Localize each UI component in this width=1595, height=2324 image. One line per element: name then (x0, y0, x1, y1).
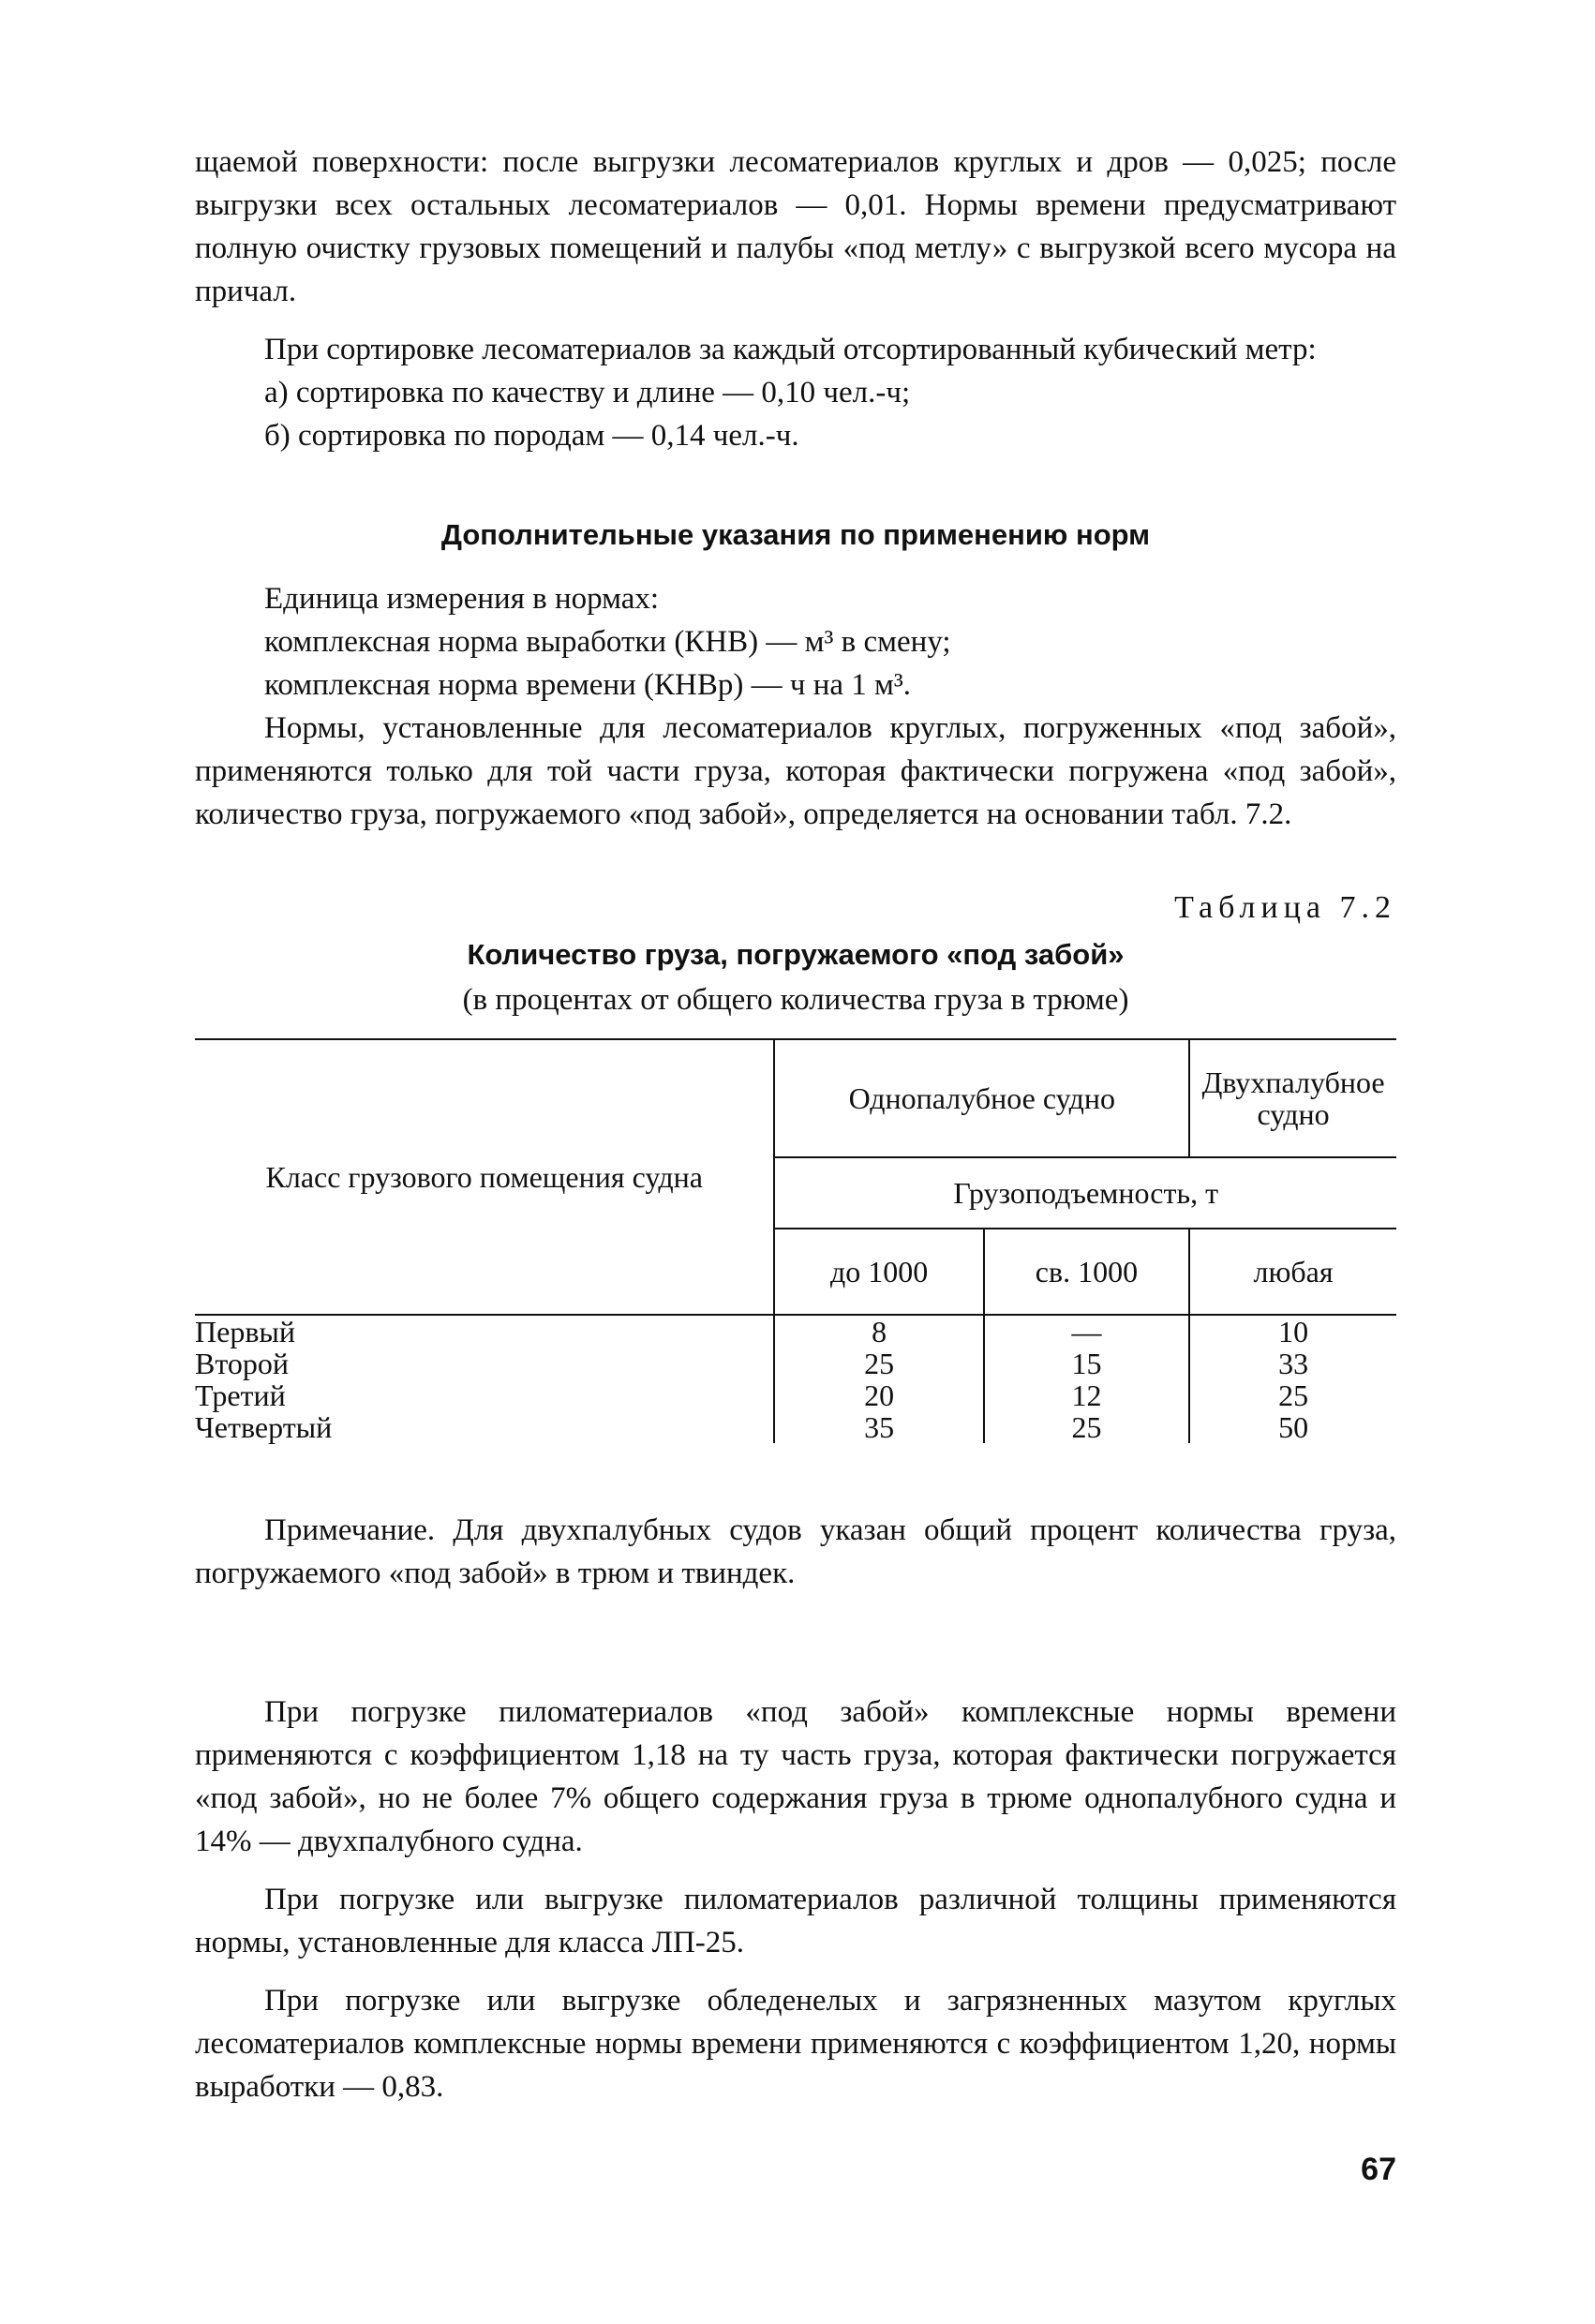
row-over-1000: 12 (984, 1379, 1189, 1411)
outro-paragraph-2: При погрузке или выгрузке пиломатериалов различной толщины применяются нормы, установленные для класса ЛП-25. (195, 1883, 1396, 1959)
section-heading: Дополнительные указания по применению норм (440, 518, 1151, 551)
header-class: Класс грузового помещения судна (265, 1160, 703, 1194)
outro-paragraph-1: При погрузке пиломатериалов «под забой» комплексные нормы времени применяются с коэффициентом 1,18 на ту часть груза, которая фактически погружается «под забой», но не более 7% общего содержания груза в трюме однопалубного судна и 14% — двухпалубного судна. (195, 1695, 1396, 1858)
sort-item-b: б) сортировка по породам — 0,14 чел.-ч. (264, 419, 799, 453)
table-title: Количество груза, погружаемого «под забой» (467, 938, 1125, 971)
outro-paragraph-3: При погрузке или выгрузке обледенелых и загрязненных мазутом круглых лесоматериалов комплексные нормы времени применяются с коэффициентом 1,20, нормы выработки — 0,83. (195, 1984, 1396, 2104)
row-class: Второй (195, 1347, 290, 1380)
row-any: 33 (1189, 1348, 1396, 1379)
row-class: Первый (195, 1315, 774, 1348)
units-label: Единица измерения в нормах: (264, 582, 660, 616)
document-page (195, 141, 1396, 2108)
table-row (195, 1411, 1396, 1443)
unit-knv: комплексная норма выработки (КНВ) — м³ в смену; (264, 625, 951, 659)
row-any: 25 (1189, 1379, 1396, 1411)
row-over-1000: — (984, 1315, 1189, 1348)
row-up-to-1000: 25 (774, 1348, 983, 1379)
row-any: 50 (1189, 1411, 1396, 1443)
norms-paragraph: Нормы, установленные для лесоматериалов круглых, погруженных «под забой», применяются только для той части груза, которая фактически погружена «под забой», количество груза, погружаемого «под забой», определяется на основании табл. 7.2. (195, 711, 1396, 831)
table-note: Примечание. Для двухпалубных судов указан общий процент количества груза, погружаемого «под забой» в трюм и твиндек. (195, 1513, 1396, 1590)
cargo-table (195, 1038, 1396, 1443)
header-single-deck: Однопалубное судно (774, 1039, 1189, 1157)
page-number: 67 (1361, 2152, 1396, 2187)
row-over-1000: 25 (984, 1411, 1189, 1443)
header-up-to-1000: до 1000 (774, 1229, 983, 1315)
header-capacity: Грузоподъемность, т (774, 1157, 1396, 1229)
row-any: 10 (1189, 1315, 1396, 1348)
row-up-to-1000: 35 (774, 1411, 983, 1443)
header-double-deck: Двухпалубное судно (1189, 1039, 1396, 1157)
sort-item-a: а) сортировка по качеству и длине — 0,10 чел.-ч; (264, 376, 911, 410)
row-class: Третий (195, 1378, 286, 1412)
intro-paragraph-1: щаемой поверхности: после выгрузки лесоматериалов круглых и дров — 0,025; после выгрузки всех остальных лесоматериалов — 0,01. Нормы времени предусматривают полную очистку грузовых помещений и палубы «под метлу» с выгрузкой всего мусора на причал. (195, 145, 1396, 308)
table-label: Таблица 7.2 (1174, 890, 1396, 925)
row-over-1000: 15 (984, 1348, 1189, 1379)
unit-knvr: комплексная норма времени (КНВр) — ч на 1 м³. (264, 668, 912, 702)
intro-paragraph-2: При сортировке лесоматериалов за каждый отсортированный кубический метр: (264, 333, 1317, 366)
table-subtitle: (в процентах от общего количества груза в трюме) (462, 983, 1129, 1017)
header-over-1000: св. 1000 (984, 1229, 1189, 1315)
row-up-to-1000: 20 (774, 1379, 983, 1411)
table-row (195, 1379, 1396, 1411)
table-row (195, 1315, 1396, 1348)
row-class: Четвертый (195, 1410, 333, 1444)
header-any: любая (1189, 1229, 1396, 1315)
row-up-to-1000: 8 (774, 1315, 983, 1348)
table-row (195, 1348, 1396, 1379)
